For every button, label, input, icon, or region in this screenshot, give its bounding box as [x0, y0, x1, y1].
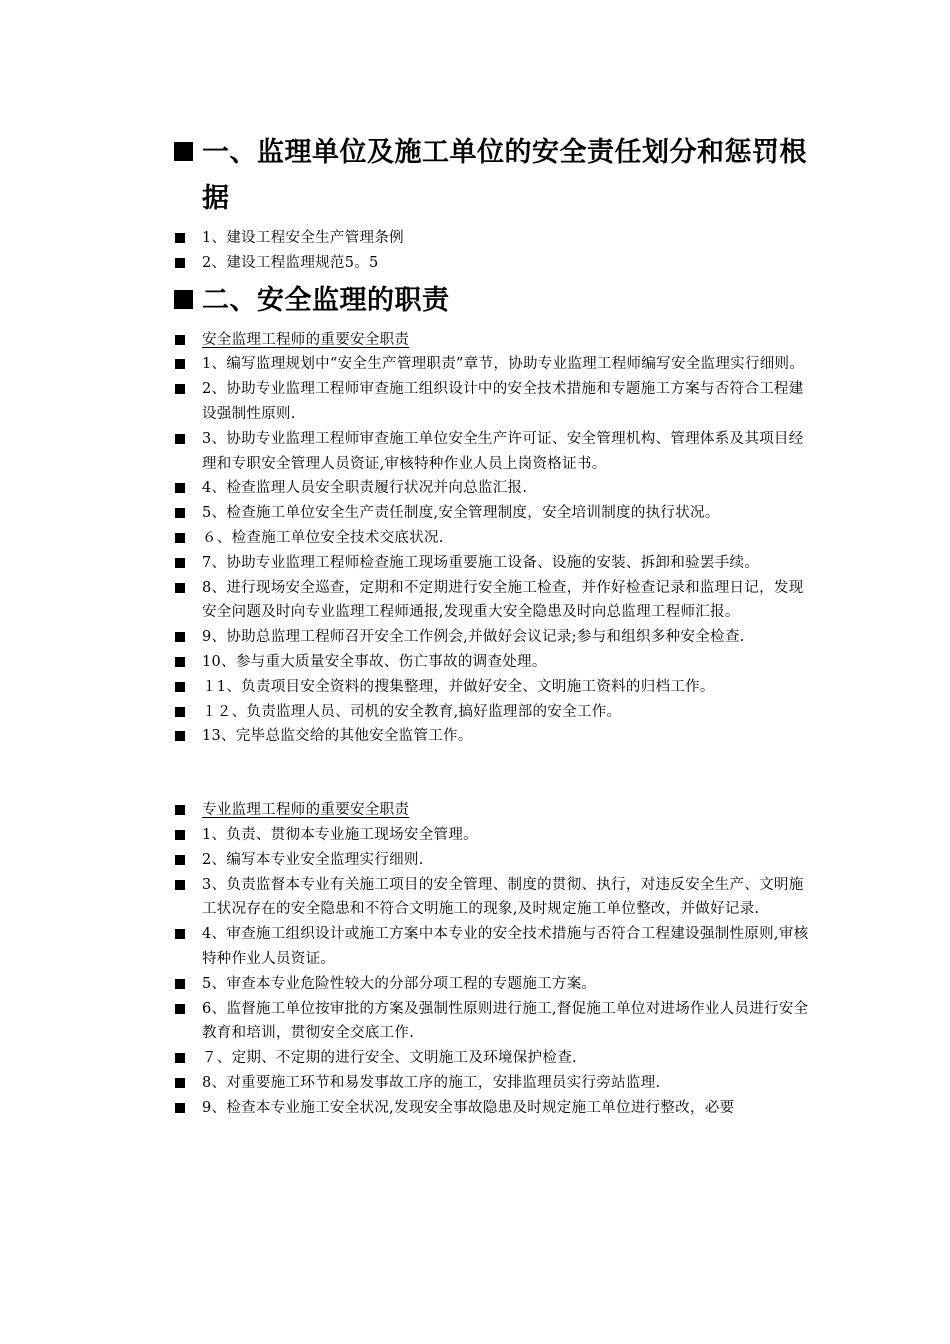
section-1-list	[174, 226, 814, 276]
list-item-text: 6、监督施工单位按审批的方案及强制性原则进行施工,督促施工单位对进场作业人员进行安全教育和培训，贯彻安全交底工作.	[202, 1000, 809, 1042]
section-2-heading	[174, 278, 814, 324]
square-bullet-icon	[175, 1053, 185, 1063]
square-bullet-icon	[174, 142, 193, 161]
list-item	[174, 377, 814, 427]
square-bullet-icon	[175, 657, 185, 667]
list-item	[174, 848, 814, 873]
list-item	[174, 1096, 814, 1121]
list-item	[174, 526, 814, 551]
list-item-text: 13、完毕总监交给的其他安全监管工作。	[202, 728, 473, 745]
square-bullet-icon	[175, 384, 185, 394]
square-bullet-icon	[175, 558, 185, 568]
square-bullet-icon	[175, 233, 185, 243]
square-bullet-icon	[175, 359, 185, 369]
square-bullet-icon	[175, 979, 185, 989]
list-item-text: 3、负责监督本专业有关施工项目的安全管理、制度的贯彻、执行，对违反安全生产、文明施工状况存在的安全隐患和不符合文明施工的现象,及时规定施工单位整改，并做好记录.	[202, 876, 804, 918]
square-bullet-icon	[175, 583, 185, 593]
square-bullet-icon	[174, 290, 193, 309]
list-item	[174, 997, 814, 1047]
list-item-text: 2、编写本专业安全监理实行细则.	[202, 851, 424, 868]
square-bullet-icon	[175, 1103, 185, 1113]
blank-spacer	[174, 749, 814, 798]
list-item	[174, 251, 814, 276]
list-item-text: 9、检查本专业施工安全状况,发现安全事故隐患及时规定施工单位进行整改，必要	[202, 1099, 735, 1116]
list-item-text: 8、进行现场安全巡查，定期和不定期进行安全施工检查，并作好检查记录和监理日记，发现安全问题及时向专业监理工程师通报,发现重大安全隐患及时向总监理工程师汇报。	[202, 579, 804, 621]
section-1-heading-text: 一、监理单位及施工单位的安全责任划分和惩罚根据	[202, 137, 807, 214]
list-item	[174, 625, 814, 650]
group-title	[174, 798, 814, 823]
square-bullet-icon	[175, 929, 185, 939]
group-title	[174, 328, 814, 353]
section-1-heading	[174, 130, 814, 222]
square-bullet-icon	[175, 805, 185, 815]
list-item	[174, 675, 814, 700]
list-item-text: 4、审查施工组织设计或施工方案中本专业的安全技术措施与否符合工程建设强制性原则,审核特种作业人员资证。	[202, 926, 809, 967]
safety-supervisor-duties-list	[174, 328, 814, 750]
list-item	[174, 1046, 814, 1071]
list-item	[174, 226, 814, 251]
list-item-text: 1、负责、贯彻本专业施工现场安全管理。	[202, 826, 478, 843]
list-item-text: 1、编写监理规划中“安全生产管理职责”章节，协助专业监理工程师编写安全监理实行细则。	[202, 356, 805, 373]
list-item-text: 4、检查监理人员安全职责履行状况并向总监汇报.	[202, 480, 528, 497]
square-bullet-icon	[175, 632, 185, 642]
list-item	[174, 427, 814, 477]
list-item-text: 5、检查施工单位安全生产责任制度,安全管理制度，安全培训制度的执行状况。	[202, 505, 720, 522]
section-2-heading-text: 二、安全监理的职责	[202, 284, 450, 316]
square-bullet-icon	[175, 880, 185, 890]
square-bullet-icon	[175, 682, 185, 692]
list-item-text: １２、负责监理人员、司机的安全教育,搞好监理部的安全工作。	[202, 703, 622, 720]
square-bullet-icon	[175, 830, 185, 840]
list-item	[174, 724, 814, 749]
list-item	[174, 700, 814, 725]
specialty-supervisor-duties-list	[174, 798, 814, 1120]
list-item	[174, 823, 814, 848]
list-item-text: ６、检查施工单位安全技术交底状况.	[202, 529, 444, 546]
square-bullet-icon	[175, 1004, 185, 1014]
list-item	[174, 476, 814, 501]
list-item-text: 1、建设工程安全生产管理条例	[202, 230, 404, 246]
document-page	[174, 130, 814, 1121]
group-title-text: 专业监理工程师的重要安全职责	[202, 802, 410, 819]
list-item-text: 5、审查本专业危险性较大的分部分项工程的专题施工方案。	[202, 975, 597, 992]
list-item	[174, 352, 814, 377]
list-item	[174, 922, 814, 972]
list-item	[174, 873, 814, 923]
list-item-text: 2、协助专业监理工程师审查施工组织设计中的安全技术措施和专题施工方案与否符合工程建设强制性原则.	[202, 381, 804, 422]
square-bullet-icon	[175, 434, 185, 444]
square-bullet-icon	[175, 258, 185, 268]
group-title-text: 安全监理工程师的重要安全职责	[202, 331, 410, 348]
list-item-text: ７、定期、不定期的进行安全、文明施工及环境保护检查.	[202, 1050, 577, 1067]
square-bullet-icon	[175, 1078, 185, 1088]
list-item-text: 2、建设工程监理规范5。5	[202, 254, 379, 271]
square-bullet-icon	[175, 855, 185, 865]
list-item	[174, 972, 814, 997]
list-item-text: １1、负责项目安全资料的搜集整理，并做好安全、文明施工资料的归档工作。	[202, 678, 715, 695]
list-item	[174, 650, 814, 675]
list-item-text: 8、对重要施工环节和易发事故工序的施工，安排监理员实行旁站监理.	[202, 1074, 661, 1091]
list-item-text: 9、协助总监理工程师召开安全工作例会,并做好会议记录;参与和组织多种安全检查.	[202, 629, 745, 646]
list-item	[174, 501, 814, 526]
list-item-text: 3、协助专业监理工程师审查施工单位安全生产许可证、安全管理机构、管理体系及其项目经理和专职安全管理人员资证,审核特种作业人员上岗资格证书。	[202, 430, 804, 472]
square-bullet-icon	[175, 731, 185, 741]
square-bullet-icon	[175, 707, 185, 717]
square-bullet-icon	[175, 508, 185, 518]
square-bullet-icon	[175, 533, 185, 543]
list-item	[174, 576, 814, 626]
square-bullet-icon	[175, 335, 185, 345]
list-item	[174, 551, 814, 576]
list-item-text: 7、协助专业监理工程师检查施工现场重要施工设备、设施的安装、拆卸和验罢手续。	[202, 554, 760, 571]
list-item	[174, 1071, 814, 1096]
list-item-text: 10、参与重大质量安全事故、伤亡事故的调查处理。	[202, 653, 547, 670]
square-bullet-icon	[175, 483, 185, 493]
